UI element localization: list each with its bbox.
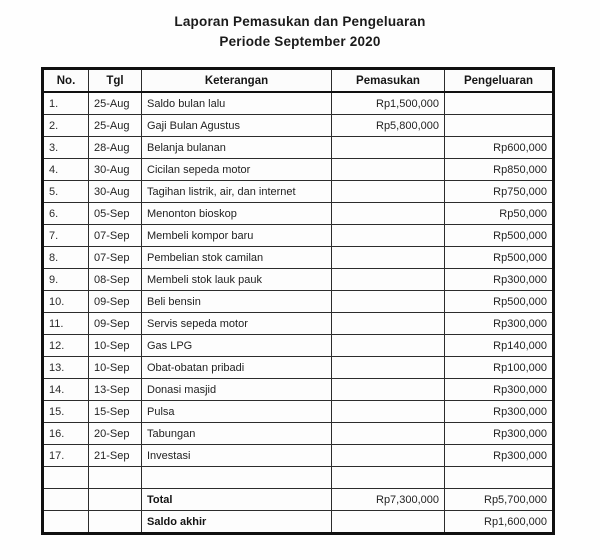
cell-keterangan: Menonton bioskop	[142, 203, 332, 225]
cell-no: 6.	[43, 203, 89, 225]
cell-pemasukan	[332, 181, 445, 203]
cell-pengeluaran: Rp300,000	[445, 401, 554, 423]
report-title	[0, 0, 600, 52]
table-row	[43, 92, 554, 115]
cell-tgl: 07-Sep	[89, 225, 142, 247]
table-row	[43, 357, 554, 379]
table-row	[43, 137, 554, 159]
cell-pemasukan	[332, 313, 445, 335]
cell-pengeluaran: Rp500,000	[445, 225, 554, 247]
column-header-pemasukan: Pemasukan	[332, 69, 445, 93]
cell-keterangan: Gas LPG	[142, 335, 332, 357]
cell-pengeluaran: Rp300,000	[445, 445, 554, 467]
cell-pemasukan	[332, 445, 445, 467]
table-row	[43, 313, 554, 335]
cell-pengeluaran: Rp600,000	[445, 137, 554, 159]
cell-pemasukan	[332, 269, 445, 291]
cell-no: 1.	[43, 92, 89, 115]
total-row	[43, 489, 554, 511]
table-body	[43, 92, 554, 467]
cell-keterangan: Pulsa	[142, 401, 332, 423]
cell-tgl	[89, 511, 142, 534]
cell-no: 4.	[43, 159, 89, 181]
saldo-akhir-row	[43, 511, 554, 534]
saldo-akhir-pemasukan	[332, 511, 445, 534]
cell-keterangan: Investasi	[142, 445, 332, 467]
table-row	[43, 203, 554, 225]
cell-keterangan: Membeli kompor baru	[142, 225, 332, 247]
cell-tgl: 10-Sep	[89, 357, 142, 379]
column-header-no: No.	[43, 69, 89, 93]
cell-pemasukan: Rp1,500,000	[332, 92, 445, 115]
report-title-line1: Laporan Pemasukan dan Pengeluaran	[174, 14, 426, 29]
cell-tgl	[89, 489, 142, 511]
cell-no	[43, 467, 89, 489]
cell-no: 9.	[43, 269, 89, 291]
cell-pengeluaran: Rp500,000	[445, 247, 554, 269]
table-row	[43, 401, 554, 423]
cell-keterangan: Membeli stok lauk pauk	[142, 269, 332, 291]
cell-pemasukan	[332, 137, 445, 159]
table-row	[43, 269, 554, 291]
cell-no: 11.	[43, 313, 89, 335]
cell-keterangan: Tagihan listrik, air, dan internet	[142, 181, 332, 203]
cell-no: 13.	[43, 357, 89, 379]
cell-pengeluaran: Rp500,000	[445, 291, 554, 313]
cell-keterangan: Belanja bulanan	[142, 137, 332, 159]
table-row	[43, 291, 554, 313]
cell-no: 10.	[43, 291, 89, 313]
cell-tgl: 09-Sep	[89, 291, 142, 313]
cell-tgl	[89, 467, 142, 489]
cell-pengeluaran	[445, 115, 554, 137]
cell-tgl: 10-Sep	[89, 335, 142, 357]
cell-keterangan	[142, 467, 332, 489]
cell-keterangan: Obat-obatan pribadi	[142, 357, 332, 379]
table-row	[43, 159, 554, 181]
cell-tgl: 20-Sep	[89, 423, 142, 445]
cell-no: 17.	[43, 445, 89, 467]
cell-no: 14.	[43, 379, 89, 401]
cell-pemasukan	[332, 247, 445, 269]
cell-tgl: 08-Sep	[89, 269, 142, 291]
cell-pengeluaran	[445, 467, 554, 489]
cell-pengeluaran: Rp140,000	[445, 335, 554, 357]
saldo-akhir-label: Saldo akhir	[142, 511, 332, 534]
cell-pengeluaran: Rp300,000	[445, 313, 554, 335]
table-row	[43, 379, 554, 401]
cell-pemasukan	[332, 225, 445, 247]
cell-tgl: 25-Aug	[89, 115, 142, 137]
cell-tgl: 09-Sep	[89, 313, 142, 335]
table-row	[43, 225, 554, 247]
table-row	[43, 423, 554, 445]
cell-tgl: 07-Sep	[89, 247, 142, 269]
cell-no: 8.	[43, 247, 89, 269]
report-title-line2: Periode September 2020	[219, 34, 381, 49]
cell-keterangan: Beli bensin	[142, 291, 332, 313]
cell-no: 15.	[43, 401, 89, 423]
cell-keterangan: Donasi masjid	[142, 379, 332, 401]
cell-keterangan: Saldo bulan lalu	[142, 92, 332, 115]
cell-pengeluaran: Rp750,000	[445, 181, 554, 203]
saldo-akhir-pengeluaran: Rp1,600,000	[445, 511, 554, 534]
cell-keterangan: Servis sepeda motor	[142, 313, 332, 335]
cell-pengeluaran: Rp50,000	[445, 203, 554, 225]
table-row	[43, 335, 554, 357]
table-row	[43, 115, 554, 137]
cell-tgl: 30-Aug	[89, 181, 142, 203]
cell-pemasukan	[332, 379, 445, 401]
column-header-pengeluaran: Pengeluaran	[445, 69, 554, 93]
cell-pengeluaran: Rp300,000	[445, 379, 554, 401]
cell-pengeluaran	[445, 92, 554, 115]
cell-pengeluaran: Rp100,000	[445, 357, 554, 379]
cell-no	[43, 489, 89, 511]
cell-no: 2.	[43, 115, 89, 137]
cell-pemasukan: Rp5,800,000	[332, 115, 445, 137]
cell-no: 7.	[43, 225, 89, 247]
income-expense-table	[41, 67, 555, 535]
cell-no: 5.	[43, 181, 89, 203]
cell-tgl: 15-Sep	[89, 401, 142, 423]
table-header-row	[43, 69, 554, 93]
total-label: Total	[142, 489, 332, 511]
cell-pemasukan	[332, 467, 445, 489]
total-pemasukan: Rp7,300,000	[332, 489, 445, 511]
cell-pemasukan	[332, 357, 445, 379]
table-row	[43, 445, 554, 467]
cell-tgl: 05-Sep	[89, 203, 142, 225]
cell-tgl: 21-Sep	[89, 445, 142, 467]
cell-keterangan: Cicilan sepeda motor	[142, 159, 332, 181]
cell-tgl: 13-Sep	[89, 379, 142, 401]
column-header-keterangan: Keterangan	[142, 69, 332, 93]
cell-pemasukan	[332, 423, 445, 445]
cell-no	[43, 511, 89, 534]
cell-tgl: 25-Aug	[89, 92, 142, 115]
table-row	[43, 247, 554, 269]
cell-pengeluaran: Rp300,000	[445, 269, 554, 291]
cell-pemasukan	[332, 203, 445, 225]
cell-pemasukan	[332, 401, 445, 423]
total-pengeluaran: Rp5,700,000	[445, 489, 554, 511]
cell-keterangan: Gaji Bulan Agustus	[142, 115, 332, 137]
cell-pengeluaran: Rp850,000	[445, 159, 554, 181]
cell-pemasukan	[332, 291, 445, 313]
cell-pemasukan	[332, 159, 445, 181]
cell-pemasukan	[332, 335, 445, 357]
column-header-tgl: Tgl	[89, 69, 142, 93]
cell-keterangan: Pembelian stok camilan	[142, 247, 332, 269]
cell-tgl: 30-Aug	[89, 159, 142, 181]
cell-no: 3.	[43, 137, 89, 159]
cell-no: 16.	[43, 423, 89, 445]
spacer-row	[43, 467, 554, 489]
cell-keterangan: Tabungan	[142, 423, 332, 445]
cell-tgl: 28-Aug	[89, 137, 142, 159]
cell-no: 12.	[43, 335, 89, 357]
cell-pengeluaran: Rp300,000	[445, 423, 554, 445]
table-row	[43, 181, 554, 203]
